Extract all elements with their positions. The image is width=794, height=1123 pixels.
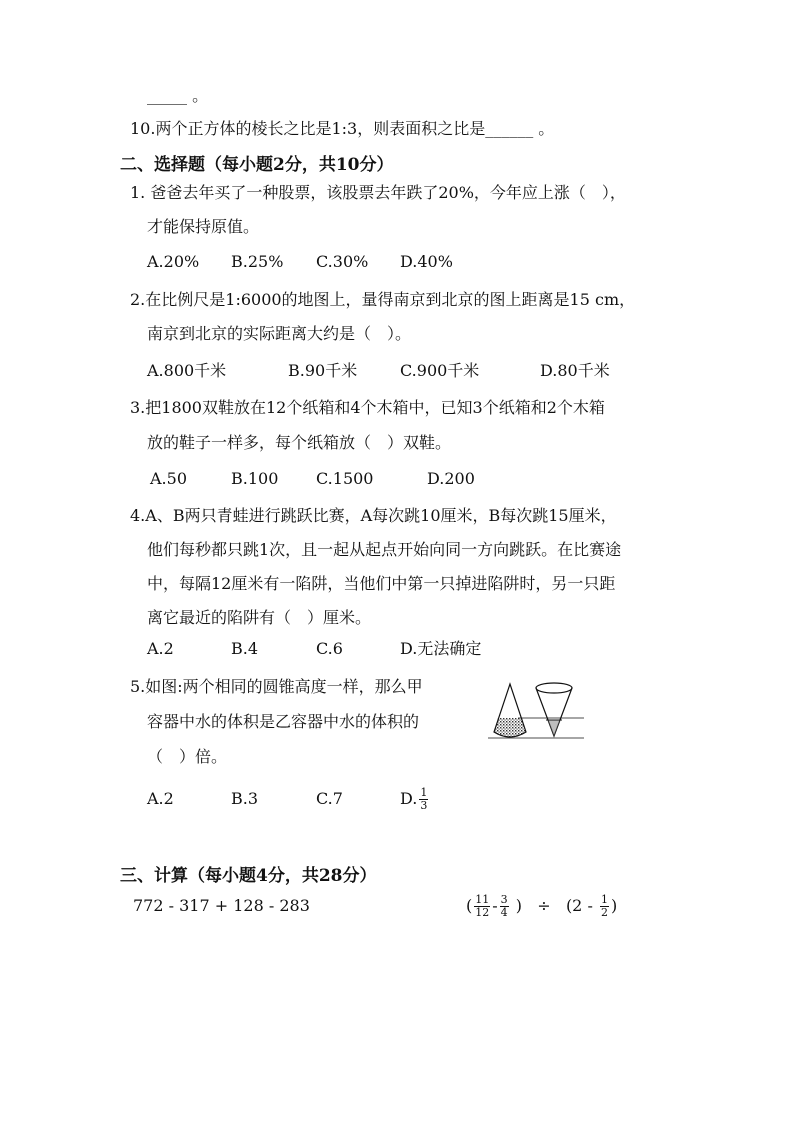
fraction-11-12: $\frac{11}{12}$ [475,893,490,919]
question-10: 10.两个正方体的棱长之比是1:3，则表面积之比是______ 。 [130,119,555,138]
q3-line-1: 3.把1800双鞋放在12个纸箱和4个木箱中，已知3个纸箱和2个木箱 [130,398,605,417]
q2-line-2: 南京到北京的实际距离大约是（ ）。 [147,324,412,343]
q1-option-b: B.25% [231,252,284,271]
q1-line-1: 1. 爸爸去年买了一种股票，该股票去年跌了20%，今年应上涨（ ）， [130,183,626,202]
q5-option-b: B.3 [231,789,259,808]
fraction-3-4: $\frac{3}{4}$ [500,893,508,919]
q5-option-a: A.2 [147,789,174,808]
q4-option-b: B.4 [231,639,259,658]
cone-b-rim [536,683,572,693]
q2-option-b: B.90千米 [288,361,358,380]
q4-line-3: 中，每隔12厘米有一陷阱，当他们中第一只掉进陷阱时，另一只距 [147,574,616,593]
q3-option-d: D.200 [427,469,475,488]
fraction-1-2: $\frac{1}{2}$ [600,893,608,919]
q4-line-4: 离它最近的陷阱有（ ）厘米。 [147,608,372,627]
q5-line-2: 容器中水的体积是乙容器中水的体积的 [147,712,420,731]
q1-line-2: 才能保持原值。 [147,217,260,236]
q4-option-d: D.无法确定 [400,639,482,658]
q2-option-a: A.800千米 [147,361,227,380]
calc-expression-2: ( $\frac{11}{12}$ - $\frac{3}{4}$ ) ÷ (2 - $\frac{1}{2}$ ) [466,893,618,919]
q4-line-2: 他们每秒都只跳1次，且一起从起点开始向同一方向跳跃。在比赛途 [147,540,622,559]
section-3-title: 三、计算（每小题4分，共28分） [120,866,377,886]
q3-line-2: 放的鞋子一样多，每个纸箱放（ ）双鞋。 [147,433,452,452]
q4-option-c: C.6 [316,639,343,658]
q2-option-c: C.900千米 [400,361,480,380]
q1-option-c: C.30% [316,252,369,271]
q9-answer-tail: _____ 。 [147,86,209,105]
q1-option-a: A.20% [147,252,200,271]
q3-option-a: A.50 [150,469,187,488]
calc-expression-1: 772 - 317 + 128 - 283 [133,896,310,915]
q1-option-d: D.40% [400,252,453,271]
q5-line-3: （ ）倍。 [147,747,228,766]
q5-option-d-fraction: $\frac{1}{3}$ [420,786,428,812]
q5-option-c: C.7 [316,789,343,808]
section-2-title: 二、选择题（每小题2分，共10分） [120,155,394,175]
q5-line-1: 5.如图:两个相同的圆锥高度一样，那么甲 [130,677,423,696]
q4-option-a: A.2 [147,639,174,658]
q5-option-d [400,787,430,812]
q2-line-1: 2.在比例尺是1:6000的地图上，量得南京到北京的图上距离是15 cm， [130,290,636,309]
q3-option-c: C.1500 [316,469,374,488]
q4-line-1: 4.A、B两只青蛙进行跳跃比赛，A每次跳10厘米，B每次跳15厘米， [130,506,617,525]
two-cones-figure [488,676,584,746]
q2-option-d: D.80千米 [540,361,610,380]
q5-option-d-label: D. [400,789,418,808]
cone-b-water [548,720,560,736]
q3-option-b: B.100 [231,469,279,488]
